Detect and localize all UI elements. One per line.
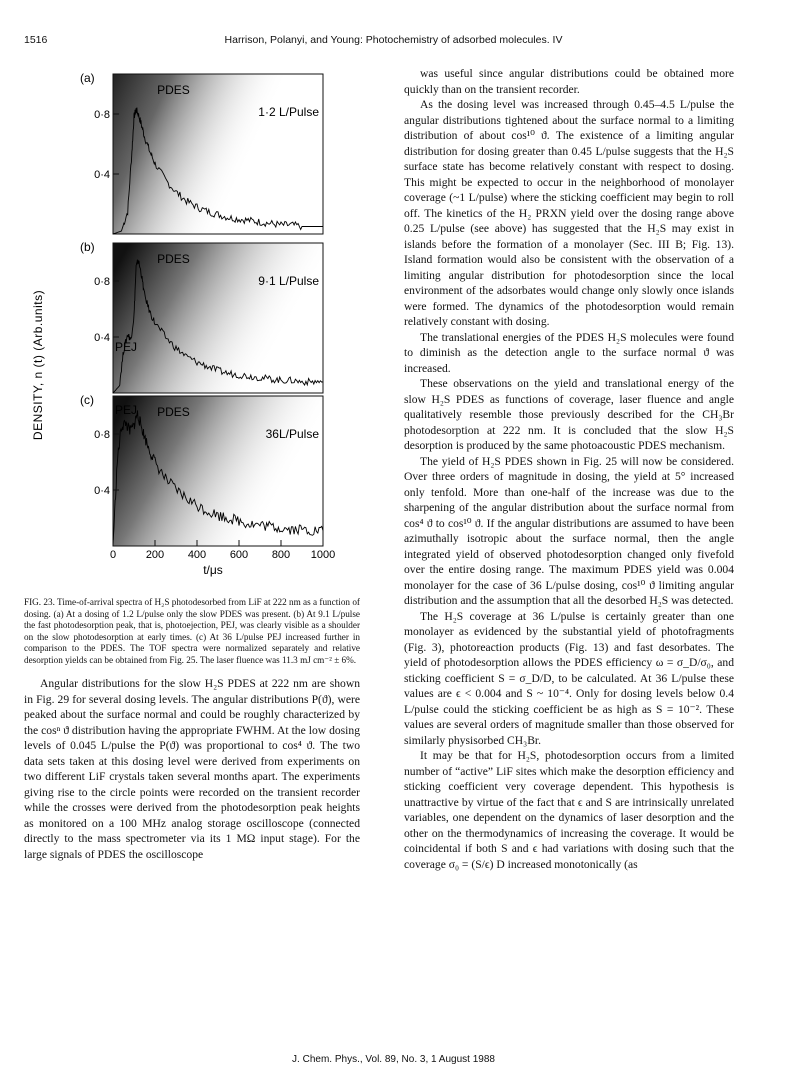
journal-footer: J. Chem. Phys., Vol. 89, No. 3, 1 August 1988 xyxy=(292,1054,495,1065)
pdes-label: PDES xyxy=(157,83,190,97)
right_column-paragraph: The H₂S coverage at 36 L/pulse is certainly greater than one monolayer as evidenced by the substantial yield of photofragments (Fig. 3), photoreaction products (Fig. 13) and fast desorbates. The yield of photodesorption allows the PDES efficiency ω = σ_D/σ₀, and sticking coefficient S = σ_D/D, to be calculated. At 36 L/pulse these values are ϵ < 0.004 and S ~ 10⁻⁴. Only for dosing levels below 0.4 L/pulse could the sticking coefficient be as high as S = 10⁻². These values are several orders of magnitude smaller than those observed for similarly physisorbed CH₃Br. xyxy=(404,609,734,747)
x-tick-label: 0 xyxy=(109,549,117,561)
page-number: 1516 xyxy=(24,34,48,46)
pdes-label: PDES xyxy=(157,405,190,419)
x-tick-label: 600 xyxy=(229,549,249,561)
right_column-paragraph: was useful since angular distributions could be obtained more quickly than on the transient recorder. xyxy=(404,67,734,96)
panel-shading xyxy=(113,396,323,546)
y-tick-label: 0·8 xyxy=(94,276,110,288)
panel-shading xyxy=(113,243,323,393)
panel-c xyxy=(80,393,323,546)
left_column-paragraph: Angular distributions for the slow H₂S PDES at 222 nm are shown in Fig. 29 for several dosing levels. The angular distributions P(ϑ), were peaked about the surface normal and could be roughly characterized by the cosⁿ ϑ distribution having the appropriate FWHM. At the low dosing levels of 0.045 L/pulse the P(ϑ) was proportional to cos⁴ ϑ. The two data sets taken at this dosing level were derived from experiments on two different LiF crystals taken several months apart. The experiments giving rise to the circle points were recorded on the transient recorder while the crosses were derived from the photodesorption peak heights as monitored on a 100 MHz analog storage oscilloscope (connected directly to the mass spectrometer via its 1 MΩ input stage). For the large signals of PDES the oscilloscope xyxy=(24,677,360,861)
panel-b xyxy=(80,240,323,393)
y-tick-label: 0·8 xyxy=(94,109,110,121)
tof-figure xyxy=(28,60,336,580)
pdes-label: PDES xyxy=(157,252,190,266)
y-tick-label: 0·4 xyxy=(94,169,110,181)
right_column-paragraph: The translational energies of the PDES H₂S molecules were found to diminish as the detection angle to the surface normal ϑ was increased. xyxy=(404,330,734,375)
x-axis-label: t/μs xyxy=(203,563,223,577)
running-title: Harrison, Polanyi, and Young: Photochemistry of adsorbed molecules. IV xyxy=(224,34,563,46)
y-tick-label: 0·4 xyxy=(94,332,110,344)
right_column-paragraph: The yield of H₂S PDES shown in Fig. 25 will now be considered. Over three orders of magnitude in dosing, the yield at 5° increased only tenfold. More than one-half of the increase was due to the sharpening of the angular distribution about the surface normal from cos⁴ ϑ to cos¹⁰ ϑ. If the angular distributions are assumed to have been azimuthally isotropic about the surface normal, then the angle integrated yield of observed photodesorption changed only fivefold over the entire dosing range. The maximum PDES yield was 0.004 monolayer for the case of 36 L/pulse dosing, cos¹⁰ ϑ limiting angular distribution and the assumption that all the desorbed H₂S was detected. xyxy=(404,454,734,607)
figure-caption: FIG. 23. Time-of-arrival spectra of H₂S photodesorbed from LiF at 222 nm as a function of dosing. (a) At a dosing of 1.2 L/pulse only the slow PDES was present. (b) At 9.1 L/pulse the fast photodesorption peak, that is, photoejection, PEJ, was clearly visible as a shoulder on the slow photodesorption at early times. (c) At 36 L/pulse PEJ increased further in comparison to the PDES. The TOF spectra were normalized separately and relative desorption yields can be obtained from Fig. 25. The laser fluence was 11.3 mJ cm⁻² ± 6%. xyxy=(24,597,360,665)
left-column xyxy=(24,676,360,862)
x-tick-label: 800 xyxy=(271,549,291,561)
panel-a xyxy=(80,71,323,234)
dose-label: 1·2 L/Pulse xyxy=(258,105,319,119)
x-tick-label: 1000 xyxy=(310,549,336,561)
right-column xyxy=(404,66,734,872)
x-tick-label: 200 xyxy=(145,549,165,561)
right_column-paragraph: These observations on the yield and translational energy of the slow H₂S PDES as functions of coverage, laser fluence and angle qualitatively resemble those previously described for the CH₃Br photodesorption at 222 nm. It is concluded that the slow H₂S desorption is produced by the same photoacoustic PDES mechanism. xyxy=(404,377,734,452)
y-tick-label: 0·4 xyxy=(94,485,110,497)
dose-label: 9·1 L/Pulse xyxy=(258,274,319,288)
panel-shading xyxy=(113,74,323,234)
y-tick-label: 0·8 xyxy=(94,429,110,441)
panel-tag: (c) xyxy=(80,393,94,407)
panel-tag: (b) xyxy=(80,240,95,254)
right_column-paragraph: As the dosing level was increased through 0.45–4.5 L/pulse the angular distributions tightened about the surface normal to a limiting distribution of about cos¹⁰ ϑ. The existence of a limiting angular distribution for dosing greater than 0.45 L/pulse suggests that the H₂S surface state has become relatively constant with respect to dosing. This might be expected to occur in the neighborhood of monolayer coverage (~1 L/pulse) where the sticking coefficient may begin to roll off. The kinetics of the H₂ PRXN yield over the dosing range above 0.25 L/pulse (see above) has suggested that the H₂S may exist in islands before the formation of a monolayer (Sec. III B; Fig. 13). Island formation would also be consistent with the observation of a limiting angular distribution for photodesorption since the local environment of the adsorbates would change only slowly once islands were formed. The dynamics of the photodesorption would remain relatively constant with dosing. xyxy=(404,98,734,328)
pej-label: PEJ xyxy=(115,403,138,417)
dose-label: 36L/Pulse xyxy=(265,427,319,441)
pej-label: PEJ xyxy=(115,340,138,354)
right_column-paragraph: It may be that for H₂S, photodesorption occurs from a limited number of “active” LiF sites which make the desorption efficiency and sticking coefficient very coverage dependent. This hypothesis is unattractive by virtue of the fact that ϵ and S are intrinsically unrelated variables, one dependent on the dynamics of laser desorption and the other on the thermodynamics of increasing the coverage. It would be coincidental if both S and ϵ had variations with dosing such that the coverage σ₀ = (S/ϵ) D increased monotonically (as xyxy=(404,749,734,871)
y-axis-label: DENSITY, n (t) (Arb.units) xyxy=(31,289,45,441)
x-tick-label: 400 xyxy=(187,549,207,561)
panel-tag: (a) xyxy=(80,71,95,85)
